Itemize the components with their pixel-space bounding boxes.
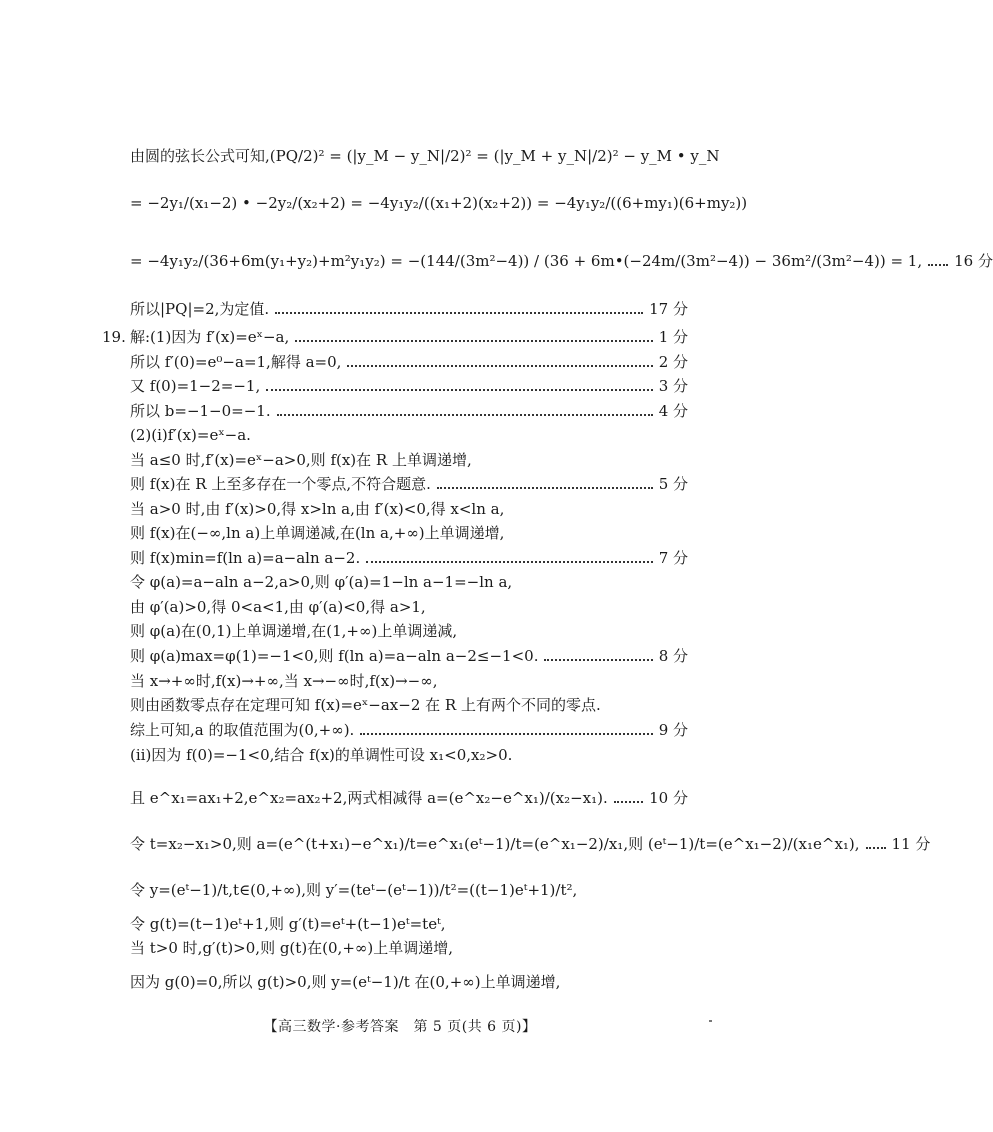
solution-line [130,788,688,808]
score-label: 7 分 [658,549,688,567]
solution-line [130,450,688,470]
line-text: 又 f(0)=1−2=−1, [130,377,261,395]
score-label: 16 分 [954,252,993,270]
line-text: 所以 b=−1−0=−1. [130,402,271,420]
solution-line [130,745,688,765]
solution-line [130,621,688,641]
page-footer: 【高三数学·参考答案 第 5 页(共 6 页)】 [263,1019,537,1035]
score-label: 3 分 [658,377,688,395]
solution-line [130,834,931,854]
line-text: 则 f(x)在(−∞,ln a)上单调递减,在(ln a,+∞)上单调递增, [130,524,505,542]
solution-line [130,251,993,271]
line-text: 且 e^x₁=ax₁+2,e^x₂=ax₂+2,两式相减得 a=(e^x₂−e^x₁)/(x₂−x₁). [130,789,608,807]
solution-line [130,499,688,519]
solution-line [130,914,688,934]
solution-line [130,376,688,396]
line-text: 由 φ′(a)>0,得 0<a<1,由 φ′(a)<0,得 a>1, [130,598,426,616]
line-text: 因为 g(0)=0,所以 g(t)>0,则 y=(eᵗ−1)/t 在(0,+∞)上单调递增, [130,973,561,991]
line-text: 当 a≤0 时,f′(x)=eˣ−a>0,则 f(x)在 R 上单调递增, [130,451,472,469]
solution-line [130,972,688,992]
line-text: 当 x→+∞时,f(x)→+∞,当 x→−∞时,f(x)→−∞, [130,672,438,690]
solution-line [130,146,720,166]
line-text: 令 t=x₂−x₁>0,则 a=(e^(t+x₁)−e^x₁)/t=e^x₁(eᵗ−1)/t=(e^x₁−2)/x₁,则 (eᵗ−1)/t=(e^x₁−2)/(x₁e^x₁), [130,835,860,853]
line-text: 由圆的弦长公式可知,(PQ/2)² = (|y_M − y_N|/2)² = (|y_M + y_N|/2)² − y_M • y_N [130,147,720,165]
solution-line [130,299,688,319]
line-text: 令 y=(eᵗ−1)/t,t∈(0,+∞),则 y′=(teᵗ−(eᵗ−1))/t²=((t−1)eᵗ+1)/t², [130,881,578,899]
score-label: 10 分 [649,789,688,807]
solution-line [130,572,688,592]
problem-number: 19. [102,328,126,346]
line-text: 则由函数零点存在定理可知 f(x)=eˣ−ax−2 在 R 上有两个不同的零点. [130,696,601,714]
solution-line [130,401,688,421]
leader-dots [366,561,652,563]
solution-line [130,425,688,445]
line-text: 则 φ(a)在(0,1)上单调递增,在(1,+∞)上单调递减, [130,622,458,640]
score-label: 1 分 [658,328,688,346]
line-text: 解:(1)因为 f′(x)=eˣ−a, [130,328,290,346]
solution-line [130,695,688,715]
line-text: = −2y₁/(x₁−2) • −2y₂/(x₂+2) = −4y₁y₂/((x₁+2)(x₂+2)) = −4y₁y₂/((6+my₁)(6+my₂)) [130,194,748,212]
leader-dots [544,659,652,661]
line-text: 则 f(x)在 R 上至多存在一个零点,不符合题意. [130,475,431,493]
line-text: 综上可知,a 的取值范围为(0,+∞). [130,721,355,739]
solution-line [130,193,748,213]
line-text: (ⅱ)因为 f(0)=−1<0,结合 f(x)的单调性可设 x₁<0,x₂>0. [130,746,513,764]
leader-dots [437,487,653,489]
line-text: 所以 f′(0)=e⁰−a=1,解得 a=0, [130,353,342,371]
leader-dots [277,414,653,416]
solution-line [130,548,688,568]
solution-line [130,597,688,617]
leader-dots [866,847,886,849]
leader-dots [614,801,643,803]
score-label: 9 分 [658,721,688,739]
score-label: 17 分 [649,300,688,318]
leader-dots [266,389,652,391]
line-text: = −4y₁y₂/(36+6m(y₁+y₂)+m²y₁y₂) = −(144/(3m²−4)) / (36 + 6m•(−24m/(3m²−4)) − 36m²/(3m²−4)) = 1, [130,252,923,270]
solution-line [130,646,688,666]
solution-line [130,327,688,347]
line-text: 当 a>0 时,由 f′(x)>0,得 x>ln a,由 f′(x)<0,得 x<ln a, [130,500,505,518]
solution-line [130,880,688,900]
score-label: 4 分 [658,402,688,420]
score-label: 11 分 [891,835,931,853]
solution-line [130,938,688,958]
solution-line [130,352,688,372]
line-text: (2)(ⅰ)f′(x)=eˣ−a. [130,426,251,444]
scan-mark [709,1020,712,1022]
leader-dots [347,365,652,367]
solution-line [130,671,688,691]
score-label: 2 分 [658,353,688,371]
line-text: 所以|PQ|=2,为定值. [130,300,270,318]
leader-dots [360,733,652,735]
line-text: 则 φ(a)max=φ(1)=−1<0,则 f(ln a)=a−aln a−2≤−1<0. [130,647,539,665]
solution-line [130,720,688,740]
leader-dots [295,340,652,342]
score-label: 8 分 [658,647,688,665]
line-text: 令 g(t)=(t−1)eᵗ+1,则 g′(t)=eᵗ+(t−1)eᵗ=teᵗ, [130,915,446,933]
leader-dots [275,312,643,314]
line-text: 则 f(x)min=f(ln a)=a−aln a−2. [130,549,361,567]
score-label: 5 分 [658,475,688,493]
solution-line [130,474,688,494]
solution-line [130,523,688,543]
line-text: 令 φ(a)=a−aln a−2,a>0,则 φ′(a)=1−ln a−1=−ln a, [130,573,513,591]
line-text: 当 t>0 时,g′(t)>0,则 g(t)在(0,+∞)上单调递增, [130,939,454,957]
leader-dots [928,264,948,266]
